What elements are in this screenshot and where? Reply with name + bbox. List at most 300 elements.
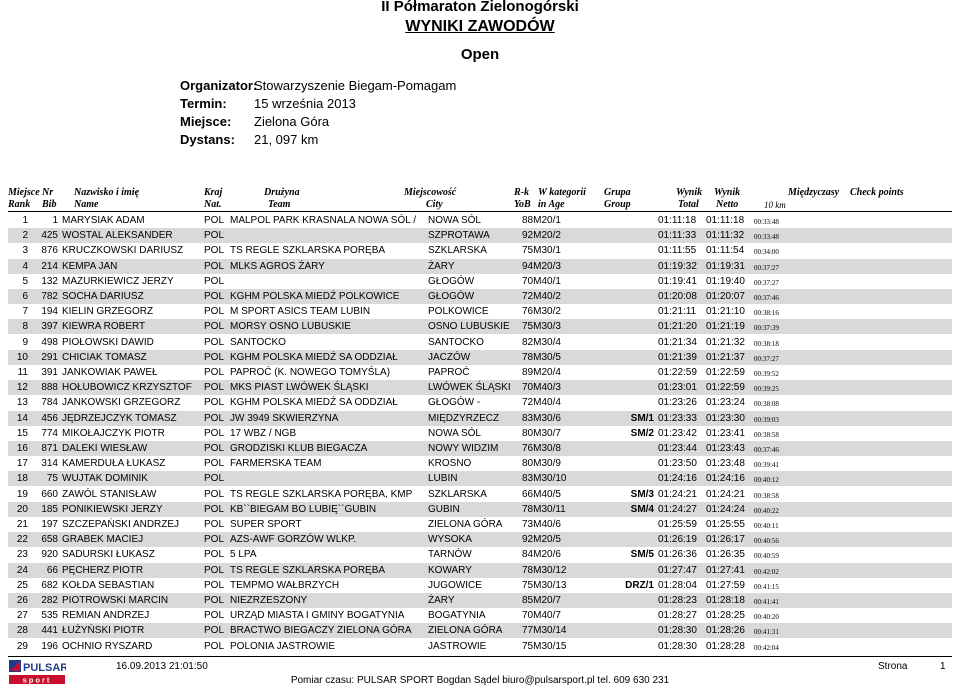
bib-cell: 535: [41, 610, 58, 622]
name-cell: KAMERDUŁA ŁUKASZ: [62, 458, 166, 470]
rank-cell: 2: [22, 230, 28, 242]
split-cell: 00:33:48: [754, 218, 779, 226]
netto-cell: 01:11:32: [706, 230, 745, 242]
team-cell: 17 WBZ / NGB: [230, 427, 297, 439]
bib-cell: 397: [41, 321, 58, 333]
rank-cell: 7: [22, 306, 28, 318]
netto-cell: 01:19:31: [706, 260, 745, 272]
bib-cell: 784: [41, 397, 58, 409]
city-cell: NOWY WIDZIM: [428, 443, 499, 454]
nat-cell: POL: [204, 291, 225, 302]
col-rank: Rank: [8, 199, 31, 210]
yob-cell: 92M20/2: [522, 230, 561, 242]
table-row: [8, 456, 952, 471]
name-cell: ŁUŻYŃSKI PIOTR: [62, 625, 145, 637]
total-cell: 01:24:27: [658, 503, 697, 515]
split-cell: 00:37:27: [754, 263, 779, 272]
city-cell: ŻARY: [428, 260, 455, 272]
city-cell: KROSNO: [428, 458, 472, 470]
total-cell: 01:11:55: [658, 245, 697, 257]
yob-cell: 83M30/10: [522, 473, 567, 485]
info-label: Organizator:: [180, 78, 258, 93]
name-cell: KOŁDA SEBASTIAN: [62, 579, 155, 591]
col-name: Name: [74, 199, 99, 210]
team-cell: 5 LPA: [230, 549, 257, 561]
team-cell: MLKS AGROS ŻARY: [230, 260, 325, 272]
bib-cell: 871: [41, 443, 58, 454]
bib-cell: 441: [41, 625, 58, 637]
netto-cell: 01:20:07: [706, 291, 745, 302]
table-row: [8, 228, 952, 243]
category-cell: M40/1: [533, 275, 561, 287]
rank-cell: 14: [16, 412, 28, 424]
name-cell: KEMPA JAN: [62, 260, 118, 272]
total-cell: 01:23:26: [658, 397, 697, 409]
split-cell: 00:42:04: [754, 643, 779, 652]
category-cell: M30/1: [533, 245, 561, 257]
total-cell: 01:21:20: [658, 321, 697, 333]
table-row: [8, 487, 952, 502]
total-cell: 01:23:44: [658, 443, 697, 454]
category-cell: M20/5: [533, 534, 561, 546]
bib-cell: 920: [41, 549, 58, 561]
category-cell: M20/6: [533, 549, 561, 561]
total-cell: 01:11:33: [658, 230, 697, 242]
category-cell: M30/8: [533, 443, 561, 454]
split-cell: 00:41:15: [754, 582, 779, 591]
name-cell: MAZURKIEWICZ JERZY: [62, 275, 174, 287]
name-cell: WOSTAL ALEKSANDER: [62, 230, 173, 242]
bib-cell: 888: [41, 382, 58, 394]
city-cell: WYSOKA: [428, 534, 472, 546]
split-cell: 00:42:02: [754, 567, 779, 576]
results-title: WYNIKI ZAWODÓW: [405, 18, 555, 35]
name-cell: REMIAN ANDRZEJ: [62, 610, 150, 622]
category-cell: M30/12: [533, 564, 567, 576]
team-cell: KGHM POLSKA MIEDŹ POLKOWICE: [230, 291, 400, 302]
name-cell: DALEKI WIESŁAW: [62, 443, 148, 454]
city-cell: GŁOGÓW: [428, 275, 475, 287]
city-cell: JUGOWICE: [428, 579, 482, 591]
yob-cell: 70M40/7: [522, 610, 561, 622]
category-cell: M30/2: [533, 306, 561, 318]
print-date: 16.09.2013 21:01:50: [116, 661, 208, 672]
split-cell: 00:39:52: [754, 370, 779, 378]
col-yob: YoB: [514, 199, 531, 210]
category-cell: M40/7: [533, 610, 561, 622]
team-cell: FARMERSKA TEAM: [230, 458, 322, 470]
nat-cell: POL: [204, 534, 225, 546]
name-cell: WUJTAK DOMINIK: [62, 473, 148, 485]
category-cell: M40/2: [533, 291, 561, 302]
group-cell: SM/1: [630, 412, 654, 424]
bib-cell: 660: [41, 488, 58, 500]
category-title: Open: [460, 46, 500, 63]
footer-divider: [8, 656, 952, 657]
category-cell: M30/15: [533, 640, 567, 652]
rank-cell: 17: [16, 458, 28, 470]
category-cell: M30/6: [533, 412, 561, 424]
team-cell: JW 3949 SKWIERZYNA: [230, 412, 339, 424]
category-cell: M20/1: [533, 215, 561, 226]
yob-cell: 88M20/1: [522, 215, 561, 226]
col-wkategorii: W kategorii: [538, 187, 586, 198]
nat-cell: POL: [204, 488, 225, 500]
total-cell: 01:11:18: [658, 215, 697, 226]
table-row: [8, 441, 952, 456]
nat-cell: POL: [204, 579, 225, 591]
name-cell: JANKOWSKI GRZEGORZ: [62, 397, 181, 409]
nat-cell: POL: [204, 443, 225, 454]
yob-cell: 82M30/4: [522, 336, 561, 348]
col-netto: Netto: [716, 199, 739, 210]
bib-cell: 75: [46, 473, 58, 485]
group-cell: SM/2: [630, 427, 654, 439]
bib-cell: 194: [41, 306, 58, 318]
col-checkpoints: Check points: [850, 187, 904, 198]
col-druzyna: Drużyna: [264, 187, 300, 198]
netto-cell: 01:23:30: [706, 412, 745, 424]
col-kraj: Kraj: [204, 187, 223, 198]
team-cell: M SPORT ASICS TEAM LUBIN: [230, 306, 371, 318]
team-cell: SUPER SPORT: [230, 519, 302, 530]
category-cell: M30/9: [533, 458, 561, 470]
city-cell: NOWA SÓL: [428, 427, 481, 439]
city-cell: ŻARY: [428, 595, 455, 606]
table-row: [8, 380, 952, 395]
bib-cell: 282: [41, 595, 58, 606]
table-row: [8, 578, 952, 593]
rank-cell: 6: [22, 291, 28, 302]
table-row: [8, 426, 952, 441]
info-label: Miejsce:: [180, 114, 232, 129]
bib-cell: 314: [41, 458, 58, 470]
bib-cell: 498: [41, 336, 58, 348]
split-cell: 00:37:39: [754, 324, 779, 333]
rank-cell: 18: [16, 473, 28, 485]
split-cell: 00:37:46: [754, 446, 779, 454]
yob-cell: 70M40/3: [522, 382, 561, 394]
team-cell: URZĄD MIASTA I GMINY BOGATYNIA: [230, 610, 405, 622]
col-10km: 10 km: [764, 200, 786, 210]
yob-cell: 75M30/13: [522, 579, 567, 591]
yob-cell: 77M30/14: [522, 625, 567, 637]
bib-cell: 682: [41, 579, 58, 591]
nat-cell: POL: [204, 382, 225, 394]
total-cell: 01:27:47: [658, 564, 697, 576]
col-nr: Nr: [42, 187, 54, 198]
info-label: Termin:: [180, 96, 227, 111]
netto-cell: 01:23:24: [706, 397, 745, 409]
total-cell: 01:24:16: [658, 473, 697, 485]
info-value: Stowarzyszenie Biegam-Pomagam: [254, 78, 457, 93]
table-row: [8, 350, 952, 365]
table-row: [8, 395, 952, 410]
total-cell: 01:28:30: [658, 625, 697, 637]
split-cell: 00:39:03: [754, 415, 779, 424]
name-cell: JANKOWIAK PAWEŁ: [62, 367, 158, 378]
yob-cell: 76M30/2: [522, 306, 561, 318]
rank-cell: 11: [17, 367, 28, 378]
bib-cell: 291: [41, 351, 58, 363]
nat-cell: POL: [204, 564, 225, 576]
rank-cell: 26: [16, 595, 28, 606]
split-cell: 00:34:00: [754, 248, 779, 257]
total-cell: 01:21:11: [658, 306, 697, 318]
team-cell: AZS-AWF GORZÓW WLKP.: [230, 534, 357, 546]
page-number: 1: [940, 661, 946, 672]
team-cell: NIEZRZESZONY: [230, 595, 308, 606]
rank-cell: 22: [16, 534, 28, 546]
name-cell: PĘCHERZ PIOTR: [62, 564, 144, 576]
group-cell: SM/3: [630, 488, 654, 500]
timing-credit: Pomiar czasu: PULSAR SPORT Bogdan Sądel biuro@pulsarsport.pl tel. 609 630 231: [290, 675, 670, 686]
team-cell: TS REGLE SZKLARSKA PORĘBA: [230, 245, 386, 257]
yob-cell: 80M30/7: [522, 427, 561, 439]
netto-cell: 01:23:43: [706, 443, 745, 454]
yob-cell: 75M30/3: [522, 321, 561, 333]
yob-cell: 73M40/6: [522, 519, 561, 530]
name-cell: MIKOŁAJCZYK PIOTR: [62, 427, 165, 439]
city-cell: SANTOCKO: [428, 336, 484, 348]
name-cell: PIOŁOWSKI DAWID: [62, 336, 154, 348]
col-miedzyczasy: Międzyczasy: [788, 187, 840, 198]
rank-cell: 15: [16, 427, 28, 439]
col-team: Team: [268, 199, 291, 210]
city-cell: BOGATYNIA: [428, 610, 486, 622]
table-row: [8, 532, 952, 547]
total-cell: 01:28:04: [658, 579, 697, 591]
team-cell: MORSY OSNO LUBUSKIE: [230, 321, 351, 333]
split-cell: 00:38:58: [754, 430, 779, 439]
table-row: [8, 365, 952, 380]
rank-cell: 19: [16, 488, 28, 500]
bib-cell: 456: [41, 412, 58, 424]
netto-cell: 01:28:25: [706, 610, 745, 622]
yob-cell: 66M40/5: [522, 488, 561, 500]
rank-cell: 29: [16, 640, 28, 652]
rank-cell: 12: [16, 382, 28, 394]
city-cell: NOWA SÓL: [428, 215, 481, 226]
nat-cell: POL: [204, 230, 225, 242]
table-row: [8, 593, 952, 608]
category-cell: M30/4: [533, 336, 561, 348]
rank-cell: 5: [22, 275, 28, 287]
city-cell: PAPROĆ: [428, 367, 470, 378]
nat-cell: POL: [204, 367, 225, 378]
split-cell: 00:40:12: [754, 476, 779, 485]
netto-cell: 01:24:21: [706, 488, 745, 500]
split-cell: 00:40:56: [754, 537, 779, 546]
city-cell: GŁOGÓW -: [428, 397, 481, 409]
name-cell: ZAWÓL STANISŁAW: [62, 488, 157, 500]
netto-cell: 01:24:24: [706, 503, 745, 515]
total-cell: 01:26:19: [658, 534, 697, 546]
col-inage: in Age: [538, 199, 565, 210]
team-cell: MALPOL PARK KRASNALA NOWA SÓL /: [230, 215, 416, 226]
bib-cell: 1: [52, 215, 58, 226]
bib-cell: 214: [41, 260, 58, 272]
split-cell: 00:38:18: [754, 339, 779, 348]
name-cell: MARYSIAK ADAM: [62, 215, 145, 226]
rank-cell: 21: [16, 519, 28, 530]
yob-cell: 94M20/3: [522, 260, 561, 272]
split-cell: 00:41:41: [754, 598, 779, 606]
category-cell: M40/3: [533, 382, 561, 394]
table-row: [8, 471, 952, 486]
col-wynik-total: Wynik: [676, 187, 703, 198]
city-cell: LWÓWEK ŚLĄSKI: [428, 382, 511, 394]
total-cell: 01:20:08: [658, 291, 697, 302]
table-row: [8, 563, 952, 578]
name-cell: SADURSKI ŁUKASZ: [62, 549, 155, 561]
split-cell: 00:40:59: [754, 552, 779, 561]
table-row: [8, 502, 952, 517]
team-cell: KGHM POLSKA MIEDŹ SA ODDZIAŁ: [230, 351, 398, 363]
nat-cell: POL: [204, 640, 225, 652]
city-cell: JACZÓW: [428, 351, 471, 363]
team-cell: SANTOCKO: [230, 336, 286, 348]
split-cell: 00:40:20: [754, 613, 779, 622]
yob-cell: 85M20/7: [522, 595, 561, 606]
table-row: [8, 547, 952, 562]
team-cell: GRODZISKI KLUB BIEGACZA: [230, 443, 368, 454]
col-nat: Nat.: [204, 199, 222, 210]
table-row: [8, 411, 952, 426]
total-cell: 01:23:50: [658, 458, 697, 470]
team-cell: TS REGLE SZKLARSKA PORĘBA, KMP: [230, 488, 413, 500]
category-cell: M40/4: [533, 397, 561, 409]
category-cell: M40/6: [533, 519, 561, 530]
info-label: Dystans:: [180, 132, 235, 147]
col-nazwisko: Nazwisko i imię: [74, 187, 140, 198]
page-label: Strona: [878, 661, 908, 672]
category-cell: M30/3: [533, 321, 561, 333]
rank-cell: 25: [16, 579, 28, 591]
rank-cell: 10: [16, 351, 28, 363]
netto-cell: 01:27:59: [706, 579, 745, 591]
city-cell: ZIELONA GÓRA: [428, 625, 503, 637]
rank-cell: 27: [16, 610, 28, 622]
group-cell: DRZ/1: [625, 579, 654, 591]
category-cell: M30/14: [533, 625, 567, 637]
netto-cell: 01:23:48: [706, 458, 745, 470]
city-cell: MIĘDZYRZECZ: [428, 412, 500, 424]
table-row: [8, 319, 952, 334]
total-cell: 01:19:32: [658, 260, 697, 272]
name-cell: HOŁUBOWICZ KRZYSZTOF: [62, 382, 192, 394]
yob-cell: 84M20/6: [522, 549, 561, 561]
yob-cell: 78M30/11: [522, 503, 566, 515]
split-cell: 00:33:48: [754, 233, 779, 242]
city-cell: LUBIN: [428, 473, 458, 485]
nat-cell: POL: [204, 412, 225, 424]
yob-cell: 78M30/5: [522, 351, 561, 363]
city-cell: GŁOGÓW: [428, 291, 475, 302]
rank-cell: 24: [16, 564, 28, 576]
bib-cell: 185: [41, 503, 58, 515]
col-place: Miejsce: [8, 187, 40, 198]
netto-cell: 01:28:26: [706, 625, 745, 637]
nat-cell: POL: [204, 610, 225, 622]
name-cell: JĘDRZEJCZYK TOMASZ: [62, 412, 177, 424]
rank-cell: 3: [22, 245, 28, 257]
team-cell: BRACTWO BIEGACZY ZIELONA GÓRA: [230, 625, 412, 637]
name-cell: PIOTROWSKI MARCIN: [62, 595, 169, 606]
rank-cell: 9: [22, 336, 28, 348]
split-cell: 00:37:46: [754, 294, 779, 302]
name-cell: KRUCZKOWSKI DARIUSZ: [62, 245, 184, 257]
bib-cell: 658: [41, 534, 58, 546]
split-cell: 00:40:11: [754, 522, 779, 530]
bib-cell: 876: [41, 245, 58, 257]
name-cell: KIELIN GRZEGORZ: [62, 306, 154, 318]
col-grupa: Grupa: [604, 187, 631, 198]
table-row: [8, 274, 952, 289]
team-cell: POLONIA JASTROWIE: [230, 640, 336, 652]
col-group: Group: [604, 199, 631, 210]
nat-cell: POL: [204, 351, 225, 363]
netto-cell: 01:26:17: [706, 534, 745, 546]
total-cell: 01:23:33: [658, 412, 697, 424]
city-cell: ZIELONA GÓRA: [428, 519, 503, 530]
category-cell: M30/5: [533, 351, 561, 363]
info-value: 21, 097 km: [254, 132, 319, 147]
category-cell: M20/2: [533, 230, 561, 242]
total-cell: 01:22:59: [658, 367, 697, 378]
total-cell: 01:25:59: [658, 519, 697, 530]
netto-cell: 01:21:10: [706, 306, 745, 318]
split-cell: 00:39:25: [754, 385, 779, 394]
table-row: [8, 304, 952, 319]
col-bib: Bib: [42, 199, 57, 210]
total-cell: 01:28:30: [658, 640, 697, 652]
bib-cell: 782: [41, 291, 58, 302]
team-cell: TEMPMO WAŁBRZYCH: [230, 579, 340, 591]
category-cell: M40/5: [533, 488, 561, 500]
col-miejscowosc: Miejscowość: [404, 187, 457, 198]
rank-cell: 13: [16, 397, 28, 409]
yob-cell: 70M40/1: [522, 275, 561, 287]
netto-cell: 01:25:55: [706, 519, 745, 530]
name-cell: GRABEK MACIEJ: [62, 534, 144, 546]
header-divider: [8, 211, 952, 212]
netto-cell: 01:27:41: [706, 564, 745, 576]
team-cell: MKS PIAST LWÓWEK ŚLĄSKI: [230, 382, 369, 394]
category-cell: M30/13: [533, 579, 567, 591]
city-cell: SZPROTAWA: [428, 230, 490, 242]
split-cell: 00:41:31: [754, 628, 779, 637]
name-cell: KIEWRA ROBERT: [62, 321, 146, 333]
rank-cell: 8: [22, 321, 28, 333]
total-cell: 01:28:23: [658, 595, 697, 606]
nat-cell: POL: [204, 625, 225, 637]
nat-cell: POL: [204, 245, 225, 257]
yob-cell: 75M30/15: [522, 640, 567, 652]
category-cell: M30/7: [533, 427, 561, 439]
event-title: II Półmaraton Zielonogórski: [381, 0, 579, 15]
category-cell: M20/7: [533, 595, 561, 606]
table-row: [8, 259, 952, 274]
netto-cell: 01:28:28: [706, 640, 745, 652]
city-cell: POLKOWICE: [428, 306, 489, 318]
netto-cell: 01:22:59: [706, 367, 745, 378]
info-value: 15 września 2013: [254, 96, 356, 111]
table-row: [8, 335, 952, 350]
city-cell: SZKLARSKA: [428, 245, 487, 257]
netto-cell: 01:21:37: [706, 351, 745, 363]
netto-cell: 01:26:35: [706, 549, 745, 561]
